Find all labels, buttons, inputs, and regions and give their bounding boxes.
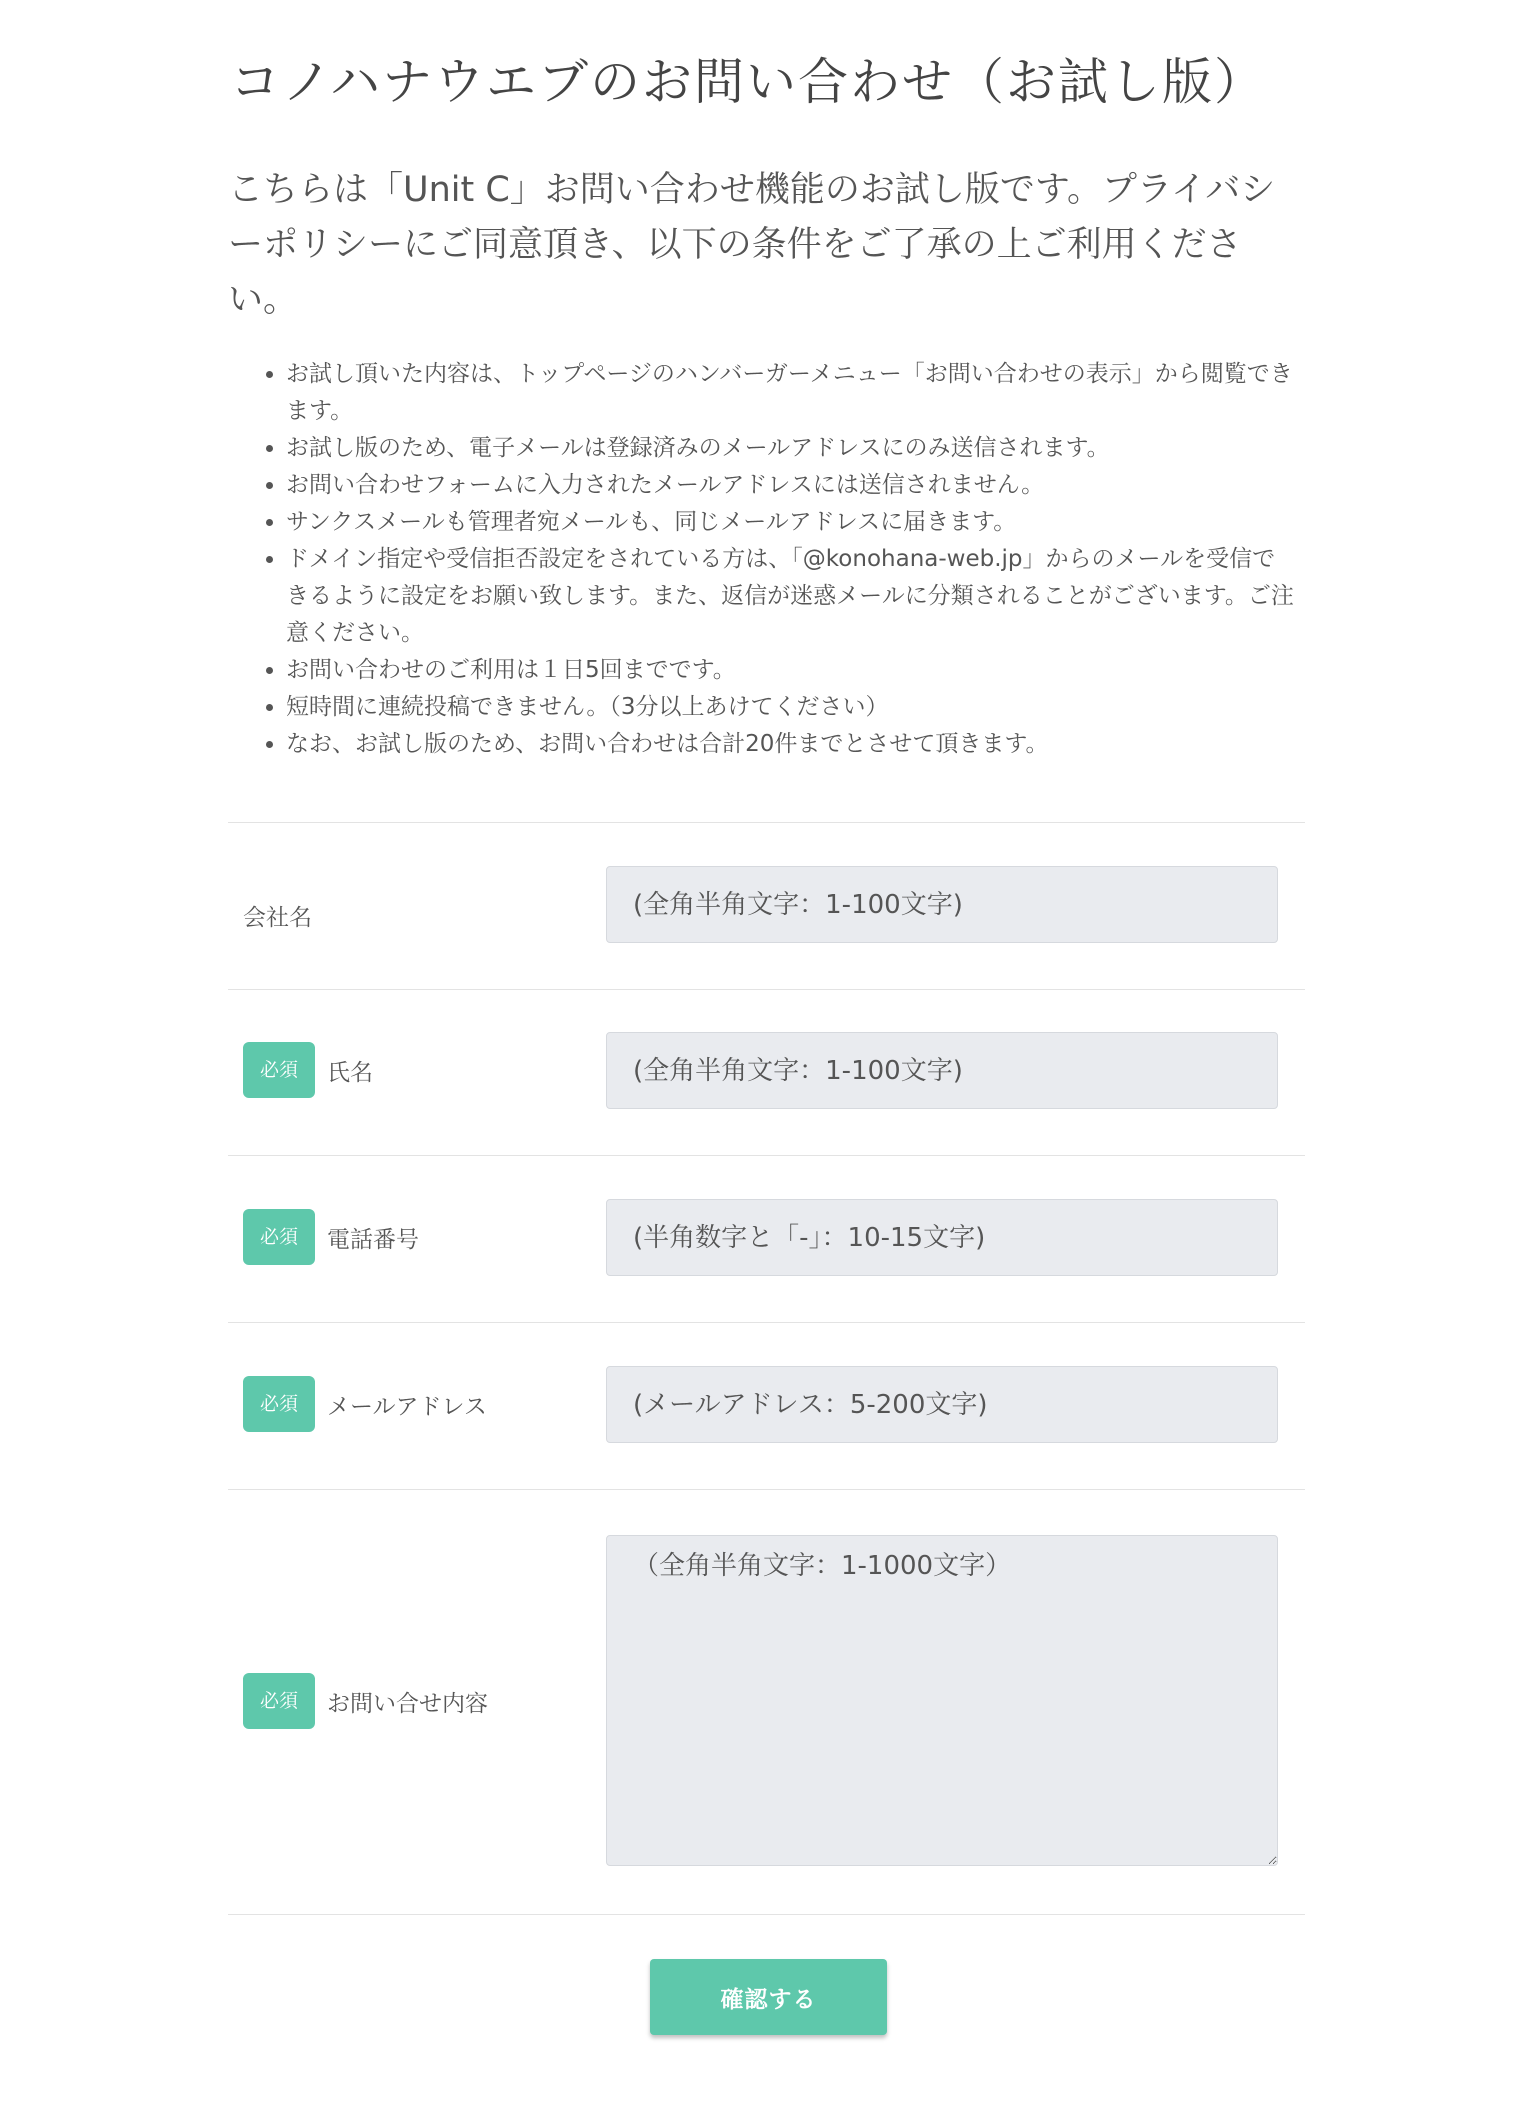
required-badge: 必須 xyxy=(243,1376,315,1432)
form-divider xyxy=(228,1155,1305,1156)
confirm-button[interactable]: 確認する xyxy=(650,1959,887,2035)
phone-label: 電話番号 xyxy=(327,1226,419,1253)
condition-item: • なお、お試し版のため、お問い合わせは合計20件までとさせて頂きます。 xyxy=(286,726,1298,763)
email-label: メールアドレス xyxy=(327,1393,487,1420)
intro-text: こちらは「Unit C」お問い合わせ機能のお試し版です。プライバシーポリシーにご同意頂き、以下の条件をご了承の上ご利用ください。 xyxy=(228,170,1276,320)
phone-label-group xyxy=(243,1209,419,1265)
condition-item: • お試し版のため、電子メールは登録済みのメールアドレスにのみ送信されます。 xyxy=(286,430,1298,467)
message-label-group xyxy=(243,1673,488,1729)
form-divider xyxy=(228,1489,1305,1490)
phone-input[interactable] xyxy=(606,1199,1278,1276)
company-label: 会社名 xyxy=(243,904,312,931)
email-label-group xyxy=(243,1376,487,1432)
condition-item: • お試し頂いた内容は、トップページのハンバーガーメニュー「お問い合わせの表示」から閲覧できます。 xyxy=(286,356,1298,430)
condition-item: • サンクスメールも管理者宛メールも、同じメールアドレスに届きます。 xyxy=(286,504,1298,541)
required-badge: 必須 xyxy=(243,1042,315,1098)
required-badge: 必須 xyxy=(243,1209,315,1265)
message-textarea[interactable] xyxy=(606,1535,1278,1866)
condition-item: • お問い合わせのご利用は１日5回までです。 xyxy=(286,652,1298,689)
message-label: お問い合せ内容 xyxy=(327,1690,488,1717)
required-badge: 必須 xyxy=(243,1673,315,1729)
name-label: 氏名 xyxy=(327,1059,373,1086)
email-input[interactable] xyxy=(606,1366,1278,1443)
form-divider xyxy=(228,989,1305,990)
page-title: コノハナウエブのお問い合わせ（お試し版） xyxy=(230,53,1266,111)
form-divider xyxy=(228,822,1305,823)
company-label-group xyxy=(243,887,312,943)
conditions-list xyxy=(228,356,1298,763)
name-input[interactable] xyxy=(606,1032,1278,1109)
name-label-group xyxy=(243,1042,373,1098)
condition-item: • ドメイン指定や受信拒否設定をされている方は、「@konohana-web.jp」からのメールを受信できるように設定をお願い致します。また、返信が迷惑メールに分類されることがございます。ご注意ください。 xyxy=(286,541,1298,652)
form-divider xyxy=(228,1322,1305,1323)
form-divider xyxy=(228,1914,1305,1915)
company-input[interactable] xyxy=(606,866,1278,943)
condition-item: • お問い合わせフォームに入力されたメールアドレスには送信されません。 xyxy=(286,467,1298,504)
condition-item: • 短時間に連続投稿できません。（3分以上あけてください） xyxy=(286,689,1298,726)
